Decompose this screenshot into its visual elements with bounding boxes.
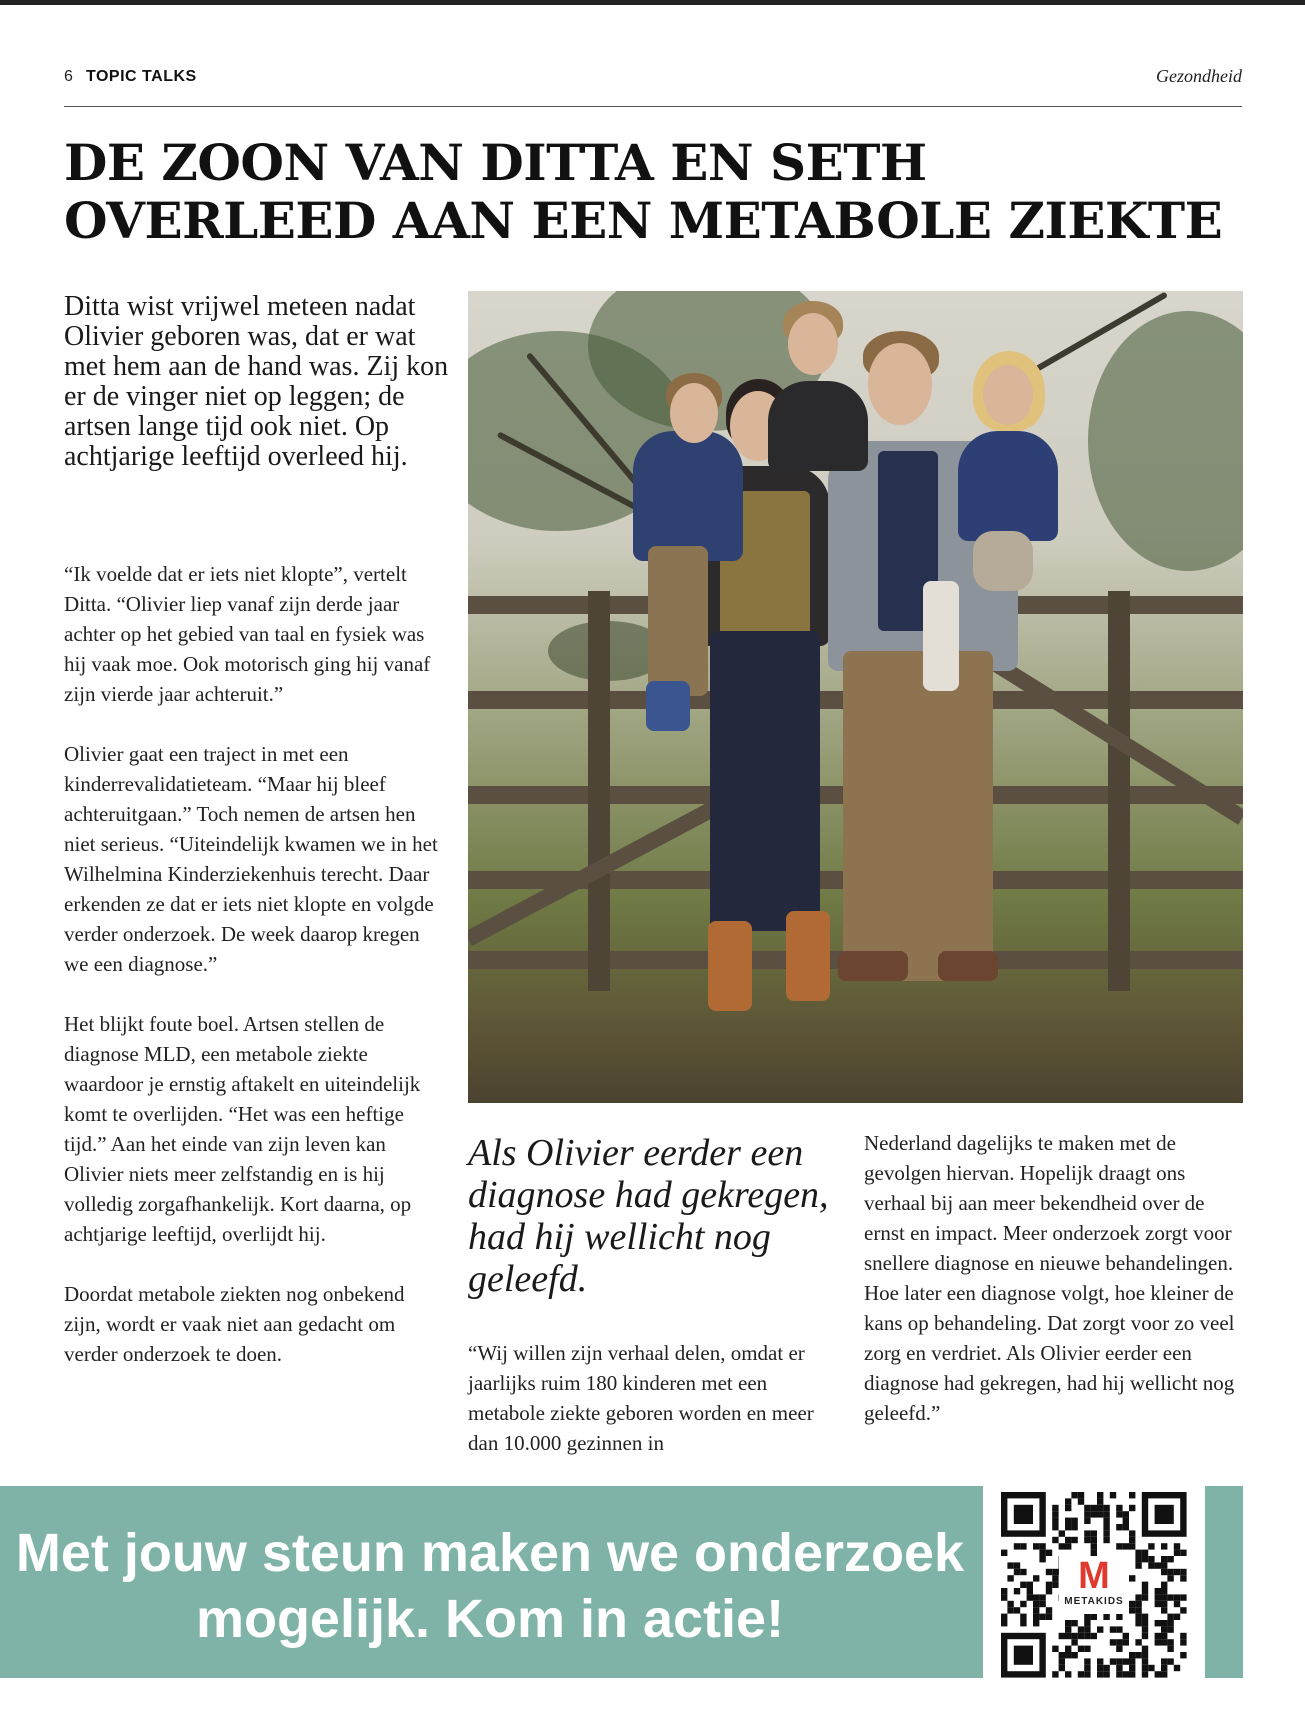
article-headline: DE ZOON VAN DITTA EN SETH OVERLEED AAN EEN METABOLE ZIEKTE — [64, 133, 1223, 250]
top-rule — [0, 0, 1305, 5]
paragraph: “Wij willen zijn verhaal delen, omdat er jaarlijks ruim 180 kinderen met een metabole ziekte geboren worden en meer dan 10.000 gezinnen in — [468, 1341, 814, 1455]
metakids-logo — [1059, 1556, 1129, 1614]
article-column-1 — [64, 559, 442, 1399]
paragraph: Nederland dagelijks te maken met de gevolgen hiervan. Hopelijk draagt ons verhaal bij aan meer bekendheid over de ernst en impact. Meer onderzoek zorgt voor snellere diagnose en nieuwe behandelingen. Hoe later een diagnose volgt, hoe kleiner de kans op behandeling. Dat zorgt voor zo veel zorg en verdriet. Als Olivier eerder een diagnose had gekregen, had hij wellicht nog geleefd.” — [864, 1131, 1235, 1425]
paragraph: Olivier gaat een traject in met een kinderrevalidatieteam. “Maar hij bleef achteruitgaan.” Toch nemen de artsen hen niet serieus. “Uiteindelijk kwamen we in het Wilhelmina Kinderziekenhuis terecht. Daar erkenden ze dat er iets niet klopte en volgde verder onderzoek. De week daarop kregen we een diagnose.” — [64, 742, 438, 976]
metakids-logo-mark: M — [1078, 1555, 1110, 1597]
fence-post — [588, 591, 610, 991]
article-column-2 — [468, 1338, 838, 1488]
section-label: TOPIC TALKS — [86, 68, 197, 85]
article-lead: Ditta wist vrijwel meteen nadat Olivier geboren was, dat er wat met hem aan de hand was. Zij kon er de vinger niet op leggen; de artsen lange tijd ook niet. Op achtjarige leeftijd overleed hij. — [64, 291, 449, 472]
fence-post — [1108, 591, 1130, 991]
tree-foliage — [1088, 311, 1243, 571]
pull-quote: Als Olivier eerder een diagnose had gekregen, had hij wellicht nog geleefd. — [468, 1132, 829, 1300]
category-label: Gezondheid — [1156, 66, 1242, 86]
family-photo — [468, 291, 1243, 1103]
metakids-logo-wordmark: METAKIDS — [1064, 1596, 1124, 1607]
page-header — [64, 64, 1242, 107]
article-column-3 — [864, 1128, 1244, 1458]
page-number: 6 — [64, 68, 73, 85]
paragraph: Het blijkt foute boel. Artsen stellen de diagnose MLD, een metabole ziekte waardoor je ernstig aftakelt en uiteindelijk komt te overlijden. “Het was een heftige tijd.” Aan het einde van zijn leven kan Olivier niets meer zelfstandig en is hij volledig zorgafhankelijk. Kort daarna, op achtjarige leeftijd, overlijdt hij. — [64, 1012, 421, 1246]
qr-code[interactable] — [983, 1484, 1205, 1682]
cta-banner — [0, 1486, 1243, 1678]
cta-text: Met jouw steun maken we onderzoek mogelijk. Kom in actie! — [15, 1523, 965, 1649]
paragraph: “Ik voelde dat er iets niet klopte”, vertelt Ditta. “Olivier liep vanaf zijn derde jaar achter op het gebied van taal en fysiek was hij vaak moe. Ook motorisch ging hij vanaf zijn vierde jaar achteruit.” — [64, 562, 431, 706]
paragraph: Doordat metabole ziekten nog onbekend zijn, wordt er vaak niet aan gedacht om verder onderzoek te doen. — [64, 1282, 405, 1366]
